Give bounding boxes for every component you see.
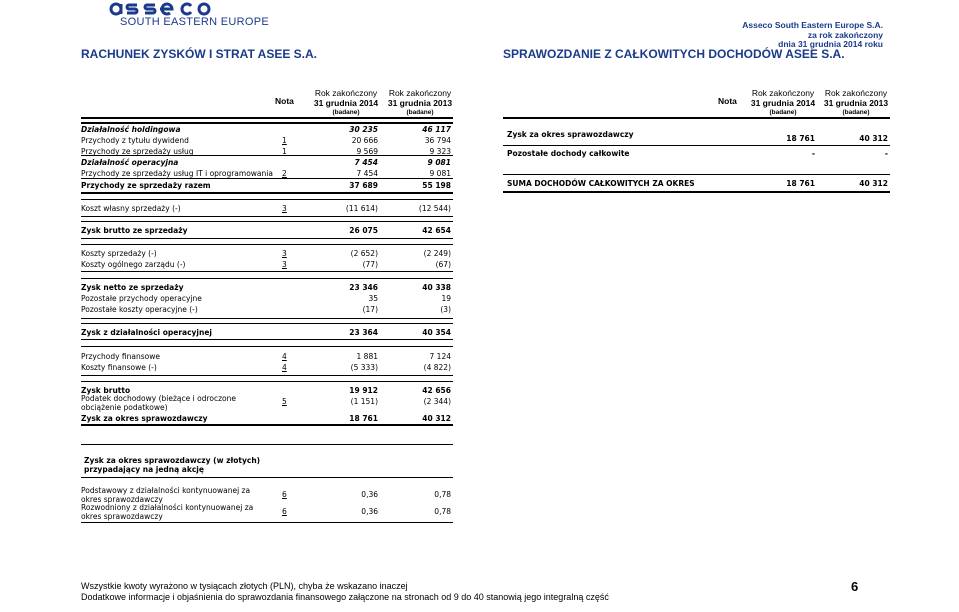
row-note: 3 [282, 249, 287, 258]
row-note: 4 [282, 363, 287, 372]
row-note: 2 [282, 169, 287, 178]
row-value-2014: 23 364 [349, 328, 378, 337]
table-row [0, 327, 959, 338]
footer-note-currency: Wszystkie kwoty wyrażono w tysiącach złotych (PLN), chyba że wskazano inaczej [81, 581, 408, 591]
row-value-2014: 18 761 [349, 414, 378, 423]
row-label: Koszty ogólnego zarządu (-) [81, 260, 186, 269]
table-row [0, 259, 959, 270]
table-row [0, 282, 959, 293]
row-value-2014: (2 652) [350, 249, 378, 258]
header-divider [81, 117, 453, 119]
row-note: 4 [282, 352, 287, 361]
row-value-2014: 37 689 [349, 181, 378, 190]
row-value-2014: 23 346 [349, 283, 378, 292]
logo-subtitle: SOUTH EASTERN EUROPE [120, 16, 270, 28]
row-value-2014: (5 333) [350, 363, 378, 372]
row-label: Przychody ze sprzedaży usług IT i oprogramowania [81, 169, 273, 178]
row-divider [81, 221, 453, 222]
comprehensive-income-title: SPRAWOZDANIE Z CAŁKOWITYCH DOCHODÓW ASEE S.A. [503, 47, 845, 61]
table-row [0, 124, 959, 135]
row-value-2013: (2 249) [423, 249, 451, 258]
row-value-2013: 36 794 [424, 136, 451, 145]
col-2013-header-right: Rok zakończony 31 grudnia 2013 (badane) [823, 88, 889, 116]
row-label: Zysk brutto ze sprzedaży [81, 226, 188, 235]
page-number: 6 [851, 579, 859, 594]
eps-title: Zysk za okres sprawozdawczy (w złotych) przypadający na jedną akcję [84, 456, 261, 474]
row-value-2013: 40 312 [422, 414, 451, 423]
row-value-2013: 9 081 [429, 169, 451, 178]
row-label: Przychody finansowe [81, 352, 160, 361]
row-divider [81, 424, 453, 426]
row-divider [81, 318, 453, 319]
row-value-2013: 55 198 [422, 181, 451, 190]
table-row [0, 362, 959, 373]
row-value-2013: 42 654 [422, 226, 451, 235]
row-label: Podatek dochodowy (bieżące i odroczone obciążenie podatkowe) [81, 394, 236, 412]
ci-divider [503, 145, 890, 146]
table-row [0, 203, 959, 214]
row-value-2014: 26 075 [349, 226, 378, 235]
row-label: Zysk brutto [81, 386, 131, 395]
row-divider [81, 192, 453, 194]
row-divider [81, 244, 453, 245]
row-value-2014: 19 912 [349, 386, 378, 395]
table-row [0, 146, 959, 157]
row-label: Zysk z działalności operacyjnej [81, 328, 213, 337]
row-divider [81, 381, 453, 382]
table-row [0, 304, 959, 315]
row-divider [81, 216, 453, 217]
table-row [0, 394, 959, 412]
nota-header-right: Nota [718, 96, 737, 106]
ci-divider-2 [503, 174, 890, 175]
row-divider [81, 238, 453, 239]
row-label: Koszt własny sprzedaży (-) [81, 204, 181, 213]
table-row [0, 248, 959, 259]
row-value-2013: (3) [440, 305, 451, 314]
table-row [0, 180, 959, 191]
logo-graphic [107, 2, 257, 16]
row-value-2013: (4 822) [423, 363, 451, 372]
row-label: Pozostałe koszty operacyjne (-) [81, 305, 198, 314]
row-note: 5 [282, 397, 287, 406]
row-note: 1 [282, 136, 287, 145]
company-name: Asseco South Eastern Europe S.A. [742, 20, 883, 30]
table-row [0, 351, 959, 362]
row-label: Zysk za okres sprawozdawczy [81, 414, 208, 423]
table-row [0, 293, 959, 304]
row-label: Pozostałe przychody operacyjne [81, 294, 202, 303]
eps-basic-2014: 0,36 [361, 490, 378, 499]
row-value-2013: 40 354 [422, 328, 451, 337]
row-value-2013: (67) [435, 260, 451, 269]
eps-basic-label: Podstawowy z działalności kontynuowanej za okres sprawozdawczy [81, 486, 251, 504]
row-value-2014: 30 235 [349, 125, 378, 134]
eps-diluted-2013: 0,78 [434, 507, 451, 516]
row-label: Przychody ze sprzedaży razem [81, 181, 211, 190]
footer-note-appendix: Dodatkowe informacje i objaśnienia do sprawozdania finansowego załączone na stronach od 9 do 40 stanowią jego integralną część [81, 592, 609, 602]
eps-title-rule [81, 477, 453, 478]
row-divider [81, 278, 453, 279]
row-label: Koszty finansowe (-) [81, 363, 157, 372]
row-value-2014: 1 881 [356, 352, 378, 361]
table-row [0, 225, 959, 236]
row-value-2013: (12 544) [418, 204, 451, 213]
row-divider [81, 323, 453, 324]
ci-bottom-rule [503, 191, 890, 193]
row-value-2013: 46 117 [422, 125, 451, 134]
row-value-2013: 9 081 [427, 158, 451, 167]
eps-basic-note: 6 [282, 490, 287, 499]
row-value-2014: 7 454 [354, 158, 378, 167]
row-note: 1 [282, 147, 287, 156]
row-value-2014: 9 569 [356, 147, 378, 156]
row-value-2014: (1 151) [350, 397, 378, 406]
eps-diluted-label: Rozwodniony z działalności kontynuowanej za okres sprawozdawczy [81, 503, 254, 521]
header-divider-right [503, 117, 890, 119]
eps-basic-2013: 0,78 [434, 490, 451, 499]
period-label: za rok zakończony [807, 30, 883, 40]
row-value-2013: 40 338 [422, 283, 451, 292]
row-label: Działalność operacyjna [81, 158, 179, 167]
row-label: Koszty sprzedaży (-) [81, 249, 157, 258]
nota-header: Nota [275, 96, 294, 106]
row-value-2013: (2 344) [423, 397, 451, 406]
row-value-2014: (77) [362, 260, 378, 269]
row-divider [81, 339, 453, 340]
row-divider [81, 199, 453, 200]
table-row [0, 157, 959, 168]
col-2014-header-right: Rok zakończony 31 grudnia 2014 (badane) [750, 88, 816, 116]
row-divider [81, 375, 453, 376]
row-value-2014: 35 [368, 294, 378, 303]
row-label: Przychody z tytułu dywidend [81, 136, 189, 145]
row-divider [81, 271, 453, 272]
row-note: 3 [282, 204, 287, 213]
row-value-2014: (11 614) [345, 204, 378, 213]
eps-diluted-note: 6 [282, 507, 287, 516]
eps-bottom-rule [81, 522, 453, 523]
table-row [0, 413, 959, 424]
period-date: dnia 31 grudnia 2014 roku [778, 39, 883, 49]
eps-top-rule [81, 444, 453, 445]
row-note: 3 [282, 260, 287, 269]
eps-diluted-2014: 0,36 [361, 507, 378, 516]
row-value-2013: 42 656 [422, 386, 451, 395]
row-value-2014: (17) [362, 305, 378, 314]
company-logo [107, 2, 257, 16]
row-value-2013: 7 124 [429, 352, 451, 361]
col-2013-header: Rok zakończony 31 grudnia 2013 (badane) [387, 88, 453, 116]
col-2014-header: Rok zakończony 31 grudnia 2014 (badane) [313, 88, 379, 116]
row-label: Przychody ze sprzedaży usług [81, 147, 194, 156]
row-value-2014: 7 454 [356, 169, 378, 178]
income-statement-title: RACHUNEK ZYSKÓW I STRAT ASEE S.A. [81, 47, 318, 61]
row-value-2013: 19 [441, 294, 451, 303]
row-label: Zysk netto ze sprzedaży [81, 283, 184, 292]
row-value-2013: 9 323 [429, 147, 451, 156]
row-label: Działalność holdingowa [81, 125, 181, 134]
row-value-2014: 20 666 [351, 136, 378, 145]
row-divider [81, 346, 453, 347]
